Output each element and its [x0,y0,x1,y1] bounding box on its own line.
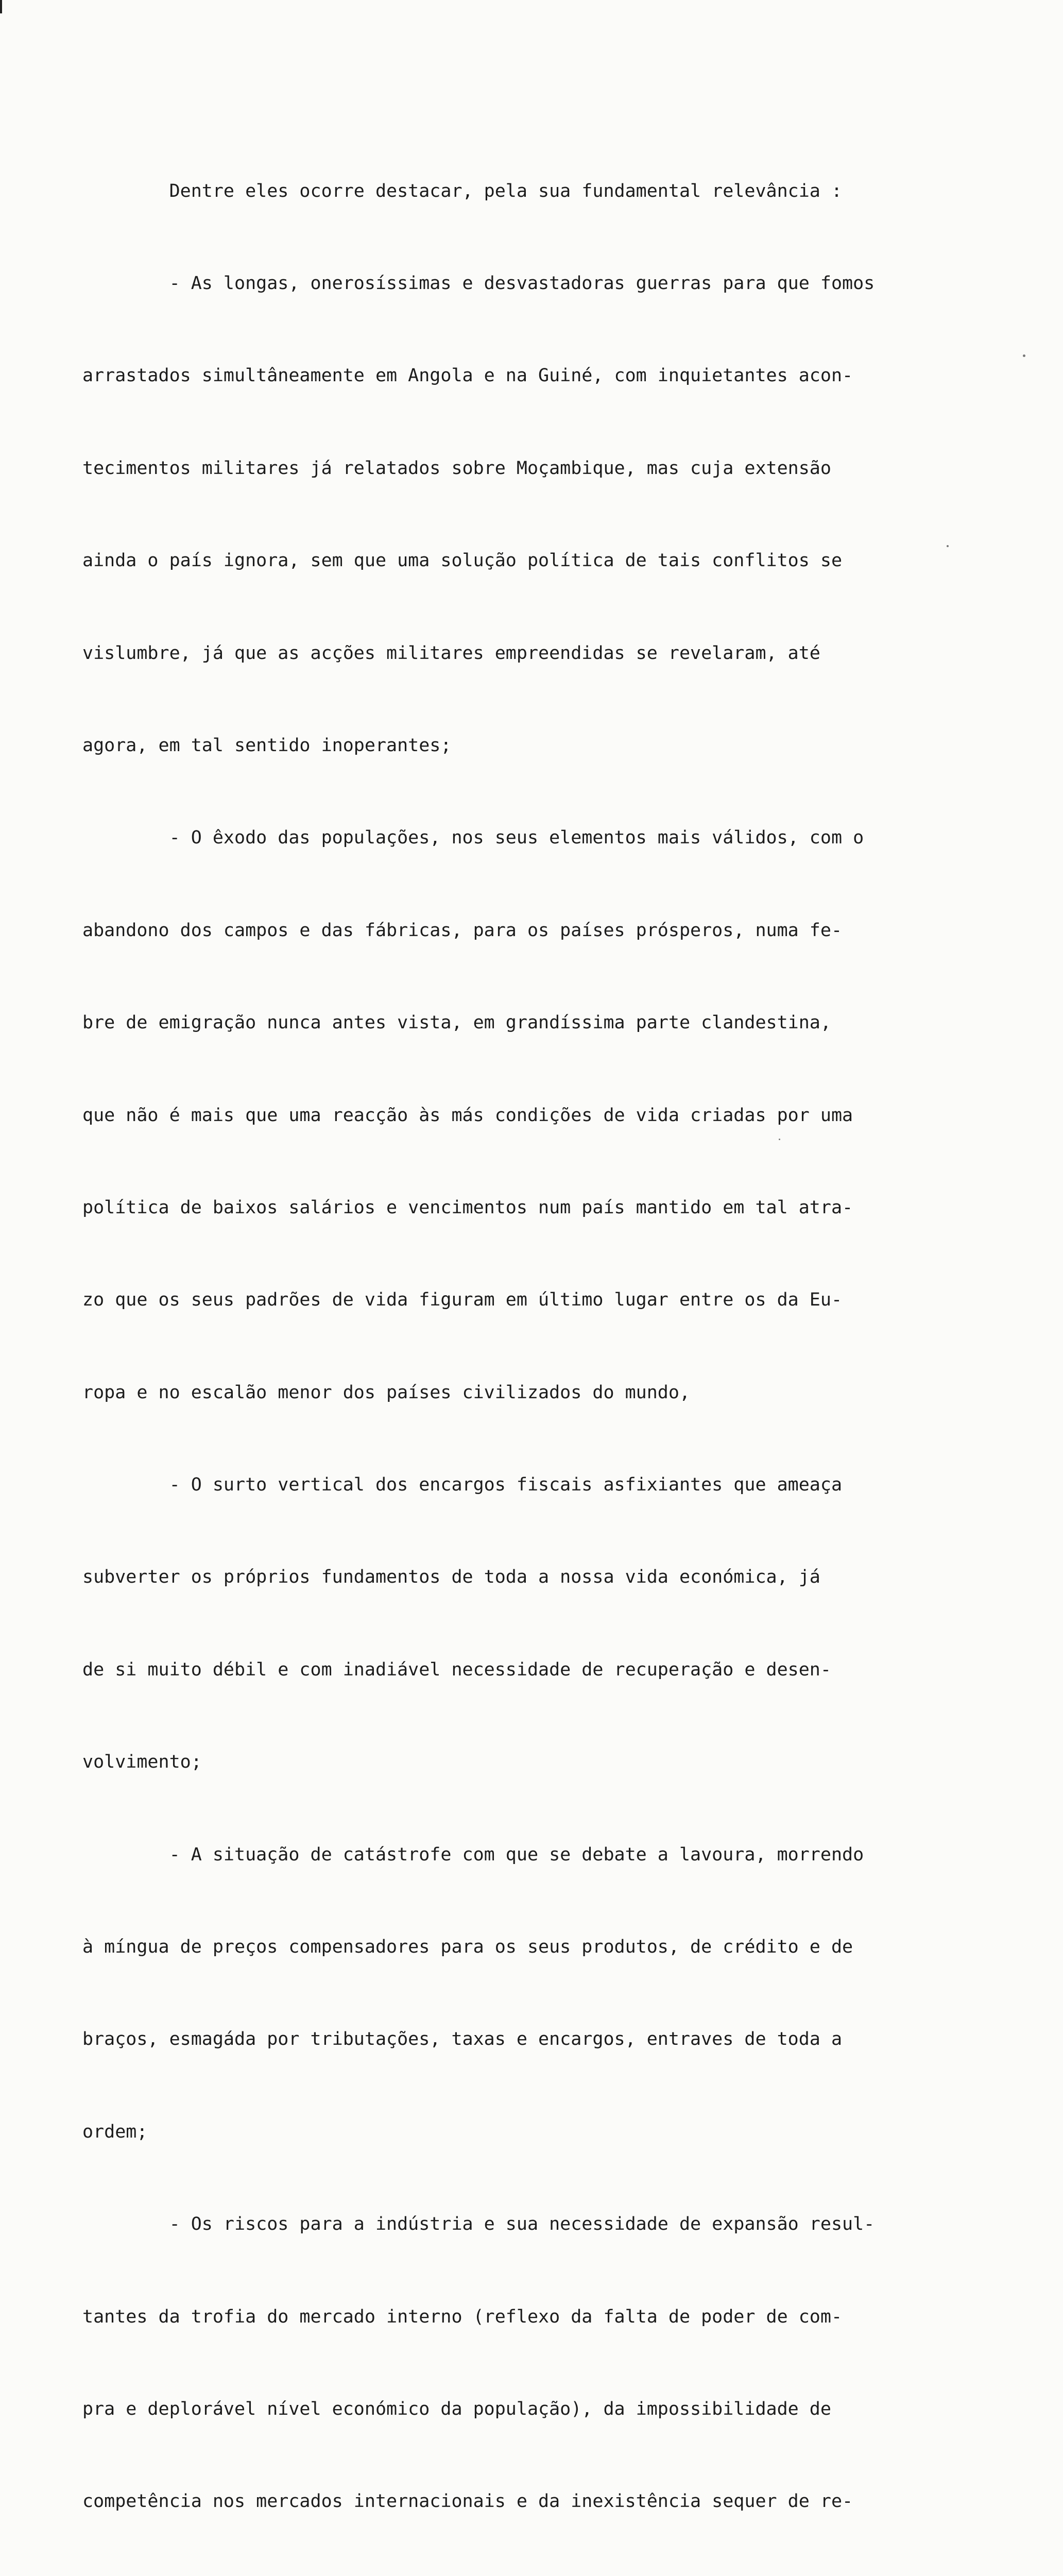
text-line: que não é mais que uma reacção às más condições de vida criadas por uma [82,1105,853,1126]
text-line: tantes da trofia do mercado interno (reflexo da falta de poder de com- [82,2306,843,2327]
text-line: ropa e no escalão menor dos países civilizados do mundo, [82,1382,691,1403]
text-line: vislumbre, já que as acções militares empreendidas se revelaram, até [82,642,820,664]
text-line: braços, esmagáda por tributações, taxas e encargos, entraves de toda a [82,2029,843,2050]
text-line: ainda o país ignora, sem que uma solução política de tais conflitos se [82,550,843,571]
text-line: à míngua de preços compensadores para os seus produtos, de crédito e de [82,1937,853,1958]
text-line: arrastados simultâneamente em Angola e na Guiné, com inquietantes acon- [82,365,853,386]
text-line: agora, em tal sentido inoperantes; [82,735,452,756]
text-line: de si muito débil e com inadiável necessidade de recuperação e desen- [82,1659,831,1680]
text-line: abandono dos campos e das fábricas, para os países prósperos, numa fe- [82,920,843,941]
document-body [82,114,989,2576]
text-line: - A situação de catástrofe com que se debate a lavoura, morrendo [82,1844,864,1865]
text-line: - O surto vertical dos encargos fiscais asfixiantes que ameaça [82,1475,843,1496]
ink-speck [947,545,949,547]
ink-speck [779,1139,780,1140]
text-line: ordem; [82,2121,148,2142]
scan-corner-mark [0,0,2,13]
text-line: pra e deplorável nível económico da população), da impossibilidade de [82,2398,831,2419]
text-line: Dentre eles ocorre destacar, pela sua fundamental relevância : [82,180,843,201]
text-line: tecimentos militares já relatados sobre Moçambique, mas cuja extensão [82,457,831,479]
text-line: zo que os seus padrões de vida figuram em último lugar entre os da Eu- [82,1290,843,1311]
text-line: - As longas, onerosíssimas e desvastadoras guerras para que fomos [82,273,875,294]
text-line: subverter os próprios fundamentos de toda a nossa vida económica, já [82,1567,820,1588]
text-line: - Os riscos para a indústria e sua necessidade de expansão resul- [82,2214,875,2235]
text-line: volvimento; [82,1752,202,1773]
text-line: competência nos mercados internacionais e da inexistência sequer de re- [82,2491,853,2512]
text-line: - O êxodo das populações, nos seus elementos mais válidos, com o [82,827,864,849]
text-line: política de baixos salários e vencimentos num país mantido em tal atra- [82,1197,853,1218]
ink-speck [1023,354,1025,357]
text-line: bre de emigração nunca antes vista, em grandíssima parte clandestina, [82,1012,831,1033]
